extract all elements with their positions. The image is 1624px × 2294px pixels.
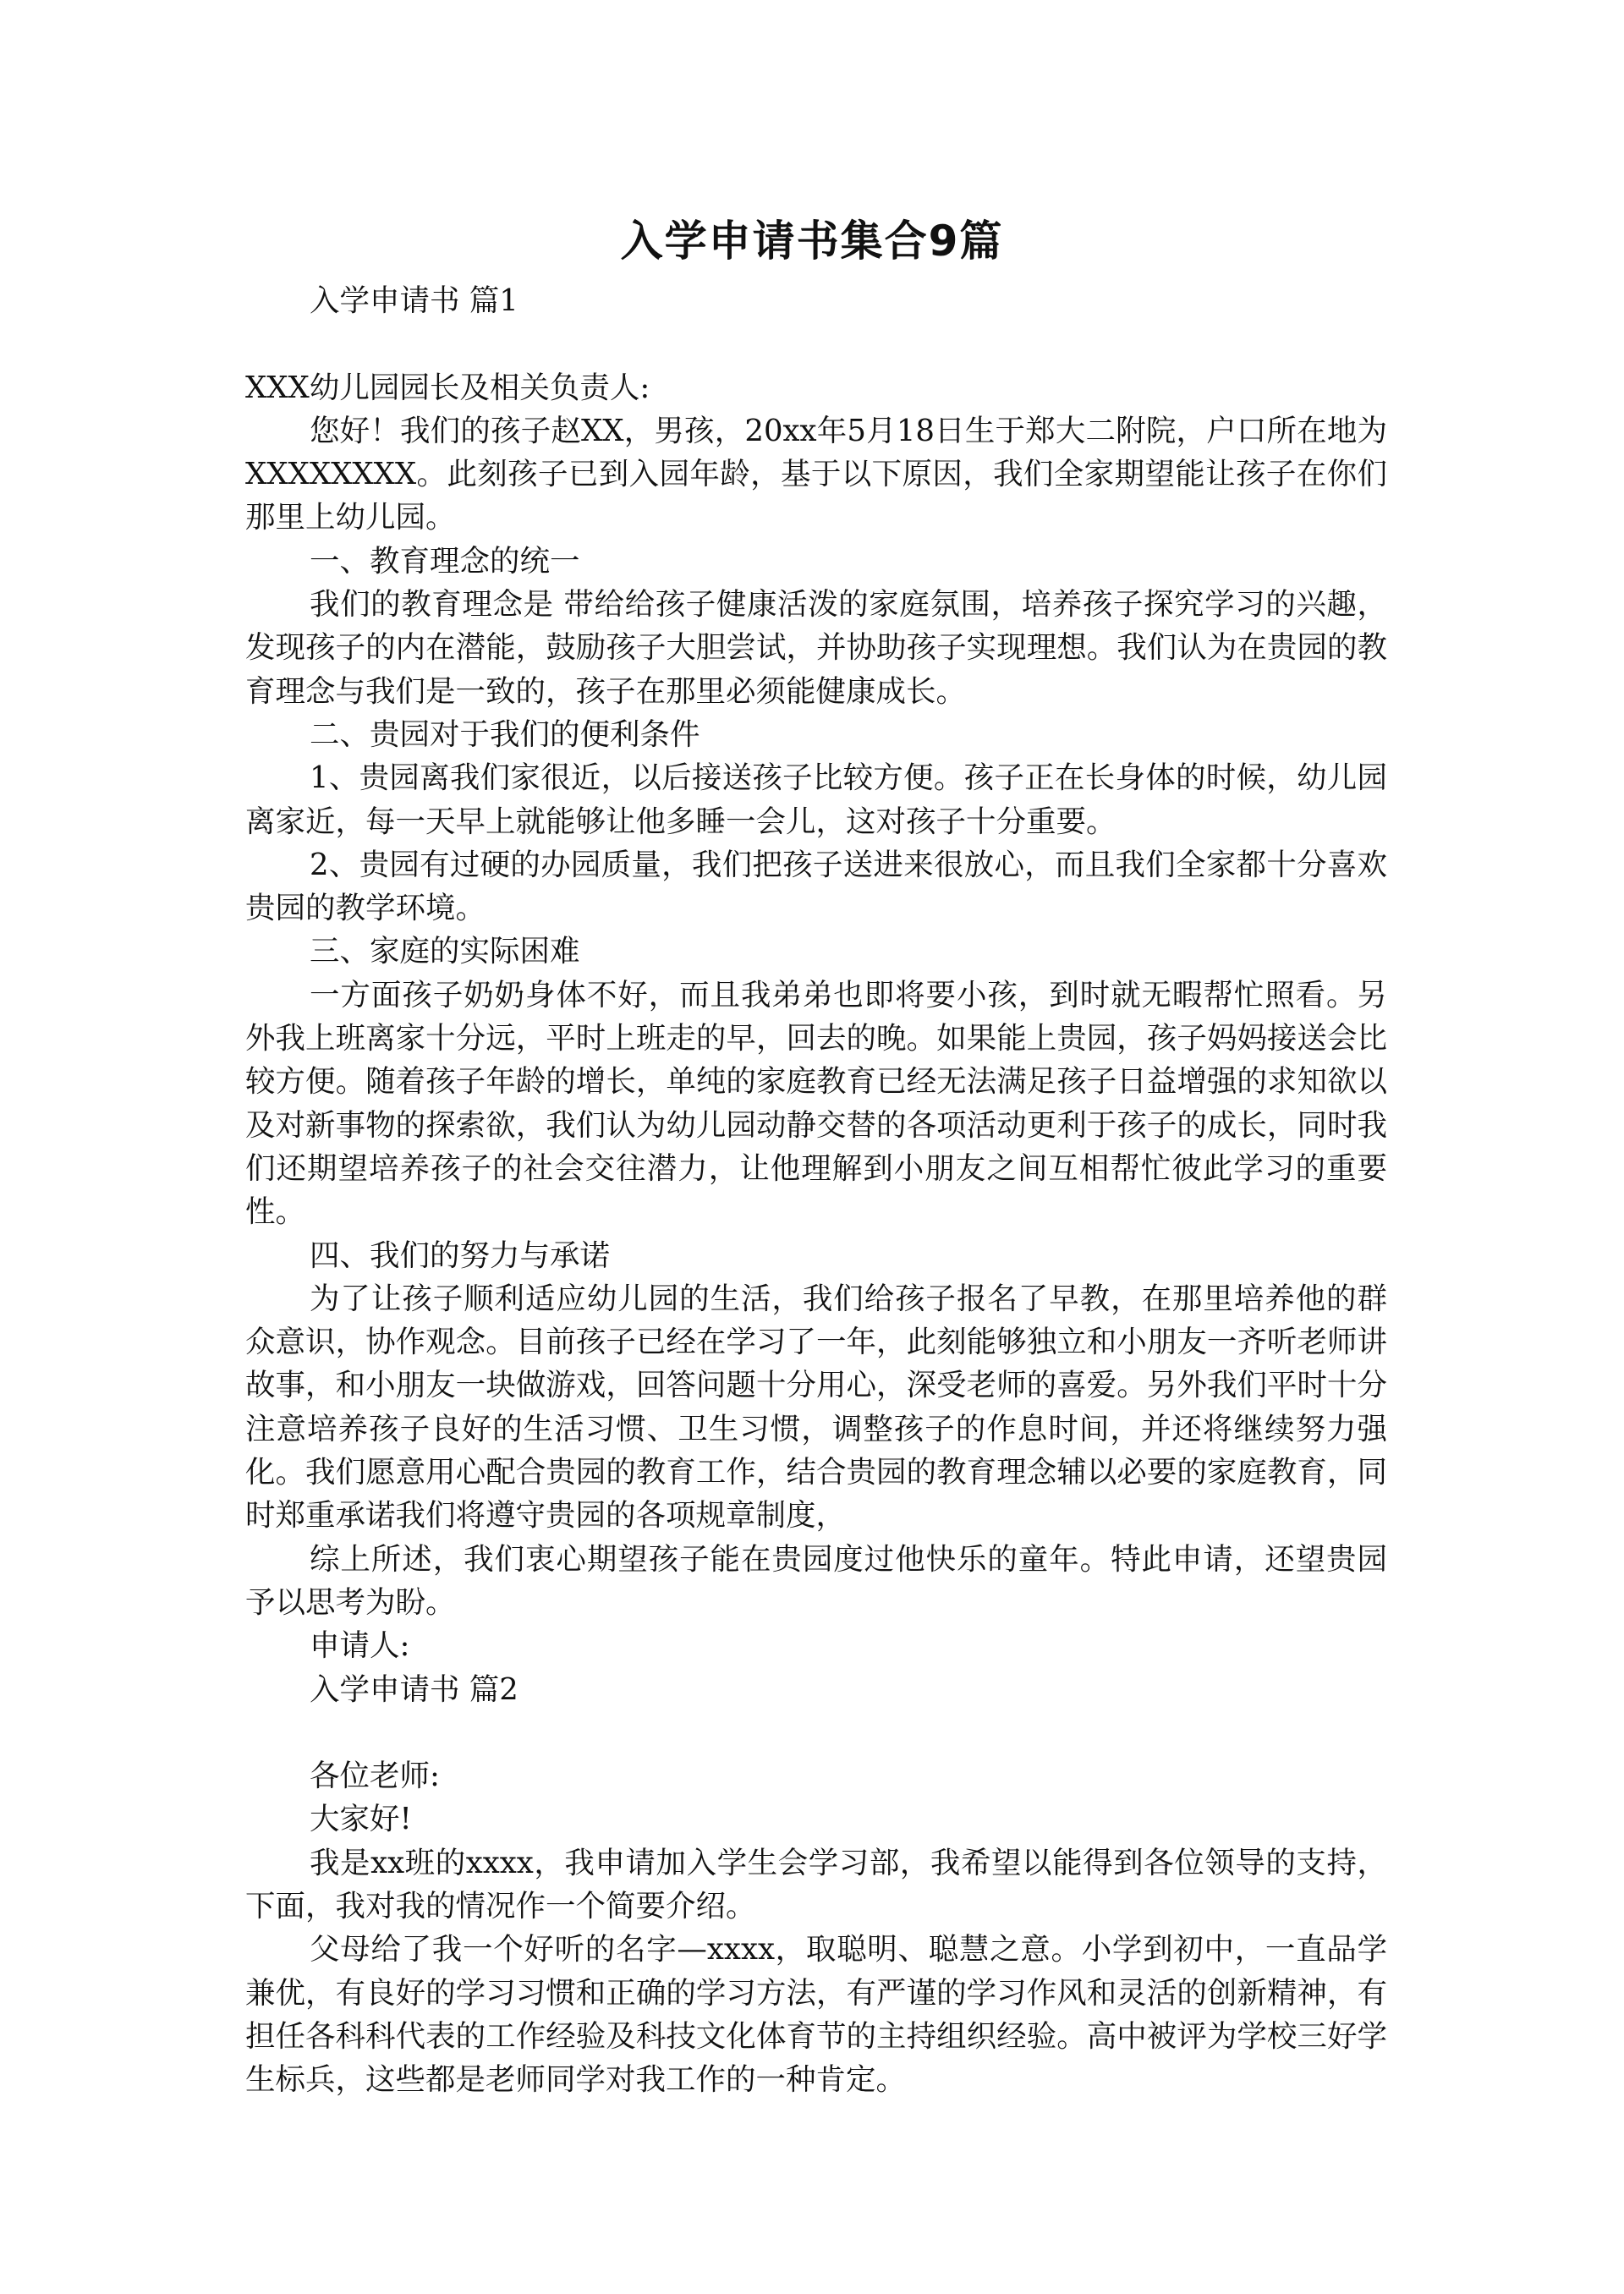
section1-conclusion: 综上所述，我们衷心期望孩子能在贵园度过他快乐的童年。特此申请，还望贵园予以思考为盼。 [245,1541,1387,1620]
section2-heading: 入学申请书 篇2 [310,1671,518,1707]
section2-paragraph2: 父母给了我一个好听的名字—xxxx，取聪明、聪慧之意。小学到初中，一直品学兼优，有良好的学习习惯和正确的学习方法，有严谨的学习作风和灵活的创新精神，有担任各科科代表的工作经验及科技文化体育节的主持组织经验。高中被评为学校三好学生标兵，这些都是老师同学对我工作的一种肯定。 [245,1932,1387,2098]
document-title: 入学申请书集合9篇 [620,217,1004,266]
section1-heading: 入学申请书 篇1 [310,283,518,318]
section1-point2-title: 二、贵园对于我们的便利条件 [310,716,700,752]
section1-signature: 申请人: [310,1628,410,1664]
section1-greeting-paragraph: 您好！我们的孩子赵XX，男孩，20xx年5月18日生于郑大二附院，户口所在地为XXXXXXXX。此刻孩子已到入园年龄，基于以下原因，我们全家期望能让孩子在你们那里上幼儿园。 [245,413,1387,535]
blank-line [245,322,1387,365]
section2-greeting: 大家好! [310,1802,412,1837]
section1-point2-item1: 1、贵园离我们家很近，以后接送孩子比较方便。孩子正在长身体的时候，幼儿园离家近，每一天早上就能够让他多睡一会儿，这对孩子十分重要。 [245,760,1387,839]
section2-paragraph1: 我是xx班的xxxx，我申请加入学生会学习部，我希望以能得到各位领导的支持，下面，我对我的情况作一个简要介绍。 [245,1845,1387,1924]
section1-point4-title: 四、我们的努力与承诺 [310,1238,611,1273]
section1-point4-text: 为了让孩子顺利适应幼儿园的生活，我们给孩子报名了早教，在那里培养他的群众意识，协作观念。目前孩子已经在学习了一年，此刻能够独立和小朋友一齐听老师讲故事，和小朋友一块做游戏，回答问题十分用心，深受老师的喜爱。另外我们平时十分注意培养孩子良好的生活习惯、卫生习惯，调整孩子的作息时间，并还将继续努力强化。我们愿意用心配合贵园的教育工作，结合贵园的教育理念辅以必要的家庭教育，同时郑重承诺我们将遵守贵园的各项规章制度， [245,1281,1387,1534]
section1-point3-title: 三、家庭的实际困难 [310,934,580,969]
section1-point2-item2: 2、贵园有过硬的办园质量，我们把孩子送进来很放心，而且我们全家都十分喜欢贵园的教学环境。 [245,847,1387,926]
section2-salutation: 各位老师: [310,1759,440,1794]
document-body [245,279,1387,2101]
section1-point3-text: 一方面孩子奶奶身体不好，而且我弟弟也即将要小孩，到时就无暇帮忙照看。另外我上班离家十分远，平时上班走的早，回去的晚。如果能上贵园，孩子妈妈接送会比较方便。随着孩子年龄的增长，单纯的家庭教育已经无法满足孩子日益增强的求知欲以及对新事物的探索欲，我们认为幼儿园动静交替的各项活动更利于孩子的成长，同时我们还期望培养孩子的社会交往潜力，让他理解到小朋友之间互相帮忙彼此学习的重要性。 [245,977,1387,1230]
section1-salutation: XXX幼儿园园长及相关负责人: [245,370,650,405]
section1-point1-text: 我们的教育理念是 带给给孩子健康活泼的家庭氛围，培养孩子探究学习的兴趣，发现孩子的内在潜能，鼓励孩子大胆尝试，并协助孩子实现理想。我们认为在贵园的教育理念与我们是一致的，孩子在那里必须能健康成长。 [245,587,1387,709]
section1-point1-title: 一、教育理念的统一 [310,543,580,579]
blank-line [245,1711,1387,1754]
